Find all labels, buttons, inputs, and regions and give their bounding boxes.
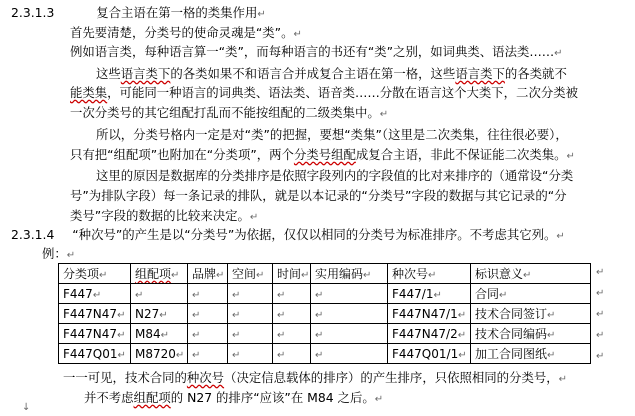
cell-mark-icon: ↵ [216, 270, 225, 281]
table-cell: 技术合同编码↵ [471, 324, 591, 344]
cell-mark-icon: ↵ [523, 270, 532, 281]
text-line: 首先要清楚，分类号的使命灵魂是“类”。↵ [70, 25, 302, 40]
table-header-cell: 品牌↵ [188, 264, 228, 284]
paragraph-mark-icon: ↵ [257, 9, 266, 20]
paragraph-mark-icon: ↵ [66, 250, 76, 261]
section-3-heading [11, 5, 266, 23]
table-cell: ↵ [188, 284, 228, 304]
paragraph-mark-icon: ↵ [554, 48, 563, 59]
paragraph-mark-icon: ↵ [556, 231, 565, 242]
table-cell: ↵ [188, 344, 228, 364]
table-cell: ↵ [311, 324, 388, 344]
section-3-title: 复合主语在第一格的类集作用 [96, 5, 258, 20]
cell-mark-icon: ↵ [256, 270, 265, 281]
table-cell: 加工合同图纸↵ [471, 344, 591, 364]
table-header-cell: 空间↵ [228, 264, 273, 284]
section-4-heading: 2.3.1.4 “种次号”的产生是以“分类号”为依据，仅仅以相同的分类号为标准排序。不考虑其它列。↵ [11, 227, 565, 242]
cell-mark-icon: ↵ [171, 270, 180, 281]
table-cell: F447N47/1↵ [388, 304, 471, 324]
table-cell: F447Q01↵ [59, 344, 131, 364]
table-header-cell: 实用编码↵ [311, 264, 388, 284]
paragraph-mark-icon: ↵ [249, 212, 259, 223]
table-cell: ↵ [228, 344, 273, 364]
paragraph-mark-icon: ↵ [566, 151, 575, 162]
table-cell: ↵ [188, 304, 228, 324]
table-header-cell: 时间↵ [273, 264, 311, 284]
table-cell: F447N47↵ [59, 304, 131, 324]
cell-mark-icon: ↵ [428, 270, 437, 281]
grammar-underline: 组配项 [133, 390, 171, 405]
table-row [59, 284, 591, 304]
table-header-row [59, 264, 591, 284]
table-cell: ↵ [311, 304, 388, 324]
down-arrow-mark-icon: ↓ [22, 402, 31, 413]
table-cell: ↵ [273, 304, 311, 324]
row-end-mark-icon: ↵ [596, 351, 605, 362]
paragraph-mark-icon: ↵ [293, 29, 302, 40]
classification-table [58, 263, 591, 364]
table-cell: F447↵ [59, 284, 131, 304]
table-cell: F447/1↵ [388, 284, 471, 304]
row-end-mark-icon: ↵ [596, 309, 605, 320]
table-cell: M84↵ [131, 324, 188, 344]
text-line: 一一可见，技术合同的种次号（决定信息载体的排序）的产生排序，只依照相同的分类号，↵ [63, 370, 568, 385]
text-line: 类号”字段的数据的比较来决定。↵ [70, 208, 259, 223]
table-cell: M8720↵ [131, 344, 188, 364]
grammar-underline: 语言类下 [455, 66, 505, 81]
table-cell: ↵ [228, 324, 273, 344]
table-cell: ↵ [131, 284, 188, 304]
section-3-number: 2.3.1.3 [11, 5, 55, 20]
text-line: 号”为排队字段）每一条记录的排队，就是以本记录的“分类号”字段的数据与其它记录的“分 [70, 188, 567, 203]
grammar-underline: 能类集 [70, 85, 108, 100]
table-cell: 合同↵ [471, 284, 591, 304]
table-row [59, 344, 591, 364]
table-cell: N27↵ [131, 304, 188, 324]
example-label: 例：↵ [42, 246, 76, 261]
section-4-number: 2.3.1.4 [11, 227, 55, 242]
table-header-cell: 标识意义↵ [471, 264, 591, 284]
table-cell: ↵ [273, 284, 311, 304]
table-cell: ↵ [228, 284, 273, 304]
text-line: 这里的原因是数据库的分类排序是依照字段列内的字段值的比对来排序的（通常设“分类 [96, 168, 574, 183]
table-cell: 技术合同签订↵ [471, 304, 591, 324]
table-cell: F447Q01/1↵ [388, 344, 471, 364]
text-line: 所以，分类号格内一定是对“类”的把握，要想“类集”（这里是二次类集，往往很必要）， [96, 127, 568, 142]
cell-mark-icon: ↵ [99, 270, 108, 281]
grammar-underline: 种次号 [186, 370, 225, 385]
table-row [59, 304, 591, 324]
paragraph-mark-icon: ↵ [379, 109, 389, 120]
row-end-mark-icon: ↵ [596, 267, 605, 278]
row-end-mark-icon: ↵ [596, 288, 605, 299]
table-cell: ↵ [311, 344, 388, 364]
grammar-underline: 语言类下 [120, 66, 171, 81]
table-row [59, 324, 591, 344]
row-end-mark-icon: ↵ [596, 330, 605, 341]
text-line: 并不考虑组配项的 N27 的排序“应该”在 M84 之后。↵ [84, 390, 384, 405]
table-cell: ↵ [311, 284, 388, 304]
text-line: 这些语言类下的各类如果不和语言合并成复合主语在第一格，这些语言类下的各类就不 [96, 66, 567, 81]
paragraph-mark-icon: ↵ [558, 374, 568, 385]
table-cell: ↵ [273, 344, 311, 364]
text-line: 能类集，可能同一种语言的词典类、语法类、语音类……分散在语言这个大类下，二次分类被 [70, 85, 579, 100]
table-header-cell: 种次号↵ [388, 264, 471, 284]
table-header-cell: 组配项↵ [131, 264, 188, 284]
text-line: 一次分类号的其它组配打乱而不能按组配的二级类集中。↵ [70, 105, 389, 120]
text-line: 例如语言类，每种语言算一“类”，而每种语言的书还有“类”之别，如词典类、语法类……↵ [70, 44, 563, 59]
grammar-underline: 分类号组配 [293, 147, 356, 162]
table-cell: F447N47/2↵ [388, 324, 471, 344]
table-cell: F447N47↵ [59, 324, 131, 344]
table-cell: ↵ [188, 324, 228, 344]
table-cell: ↵ [228, 304, 273, 324]
paragraph-mark-icon: ↵ [374, 394, 384, 405]
cell-mark-icon: ↵ [363, 270, 372, 281]
table-cell: ↵ [273, 324, 311, 344]
table-header-cell: 分类项↵ [59, 264, 131, 284]
text-line: 只有把“组配项”也附加在“分类项”，两个分类号组配成复合主语，非此不保证能二次类集。↵ [70, 147, 575, 162]
cell-mark-icon: ↵ [301, 270, 310, 281]
